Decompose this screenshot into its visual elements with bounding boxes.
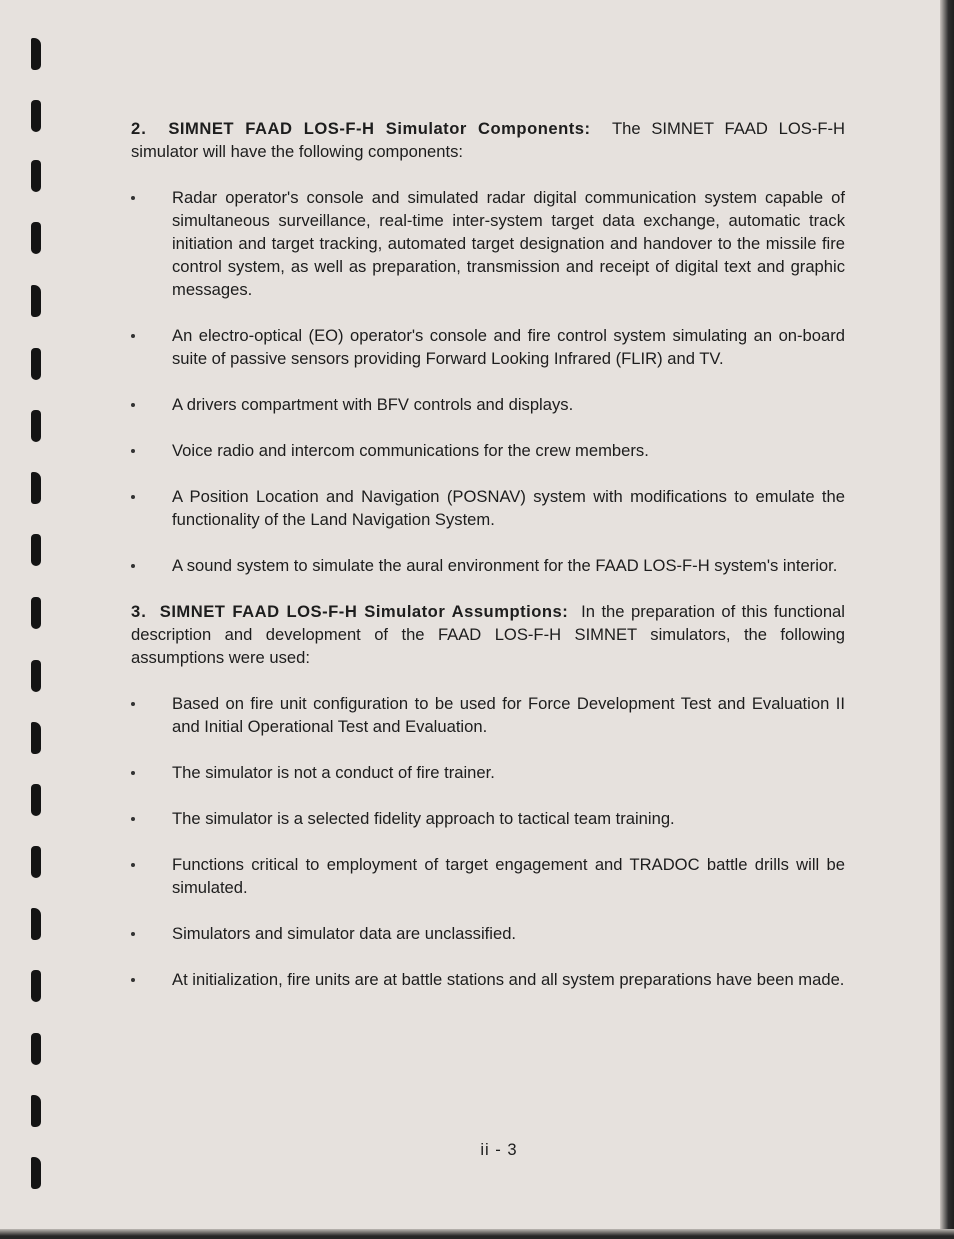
list-item [131, 761, 845, 784]
bullet-icon [131, 196, 135, 200]
section-2-component-list [131, 186, 845, 577]
binding-hole [31, 1095, 41, 1127]
bullet-icon [131, 564, 135, 568]
list-item [131, 922, 845, 945]
list-item-text: The simulator is not a conduct of fire trainer. [172, 763, 495, 782]
section-3-assumption-list [131, 692, 845, 991]
binding-hole [31, 1033, 41, 1065]
list-item [131, 324, 845, 370]
binding-hole [31, 908, 41, 940]
binding-hole [31, 846, 41, 878]
list-item-text: At initialization, fire units are at battle stations and all system preparations have been made. [172, 970, 845, 989]
list-item-text: A drivers compartment with BFV controls and displays. [172, 395, 574, 414]
scan-edge-bottom [0, 1229, 954, 1239]
binding-hole [31, 410, 41, 442]
binding-hole [31, 38, 41, 70]
bullet-icon [131, 817, 135, 821]
bullet-icon [131, 495, 135, 499]
binding-hole [31, 970, 41, 1002]
bullet-icon [131, 932, 135, 936]
bullet-icon [131, 403, 135, 407]
section-2-number: 2. [131, 119, 147, 138]
section-3-paragraph [131, 600, 845, 669]
document-body [131, 117, 845, 991]
list-item [131, 554, 845, 577]
list-item [131, 439, 845, 462]
list-item [131, 485, 845, 531]
list-item [131, 807, 845, 830]
page-number: ii - 3 [480, 1140, 518, 1159]
list-item-text: Voice radio and intercom communications for the crew members. [172, 441, 649, 460]
binding-hole [31, 534, 41, 566]
scan-edge-right [940, 0, 954, 1239]
section-2-intro: The SIMNET FAAD LOS-F-H simulator will have the following components: [131, 119, 845, 161]
list-item [131, 692, 845, 738]
binding-hole [31, 597, 41, 629]
list-item-text: Simulators and simulator data are unclassified. [172, 924, 517, 943]
binding-hole [31, 100, 41, 132]
binding-hole [31, 722, 41, 754]
section-2-heading: SIMNET FAAD LOS-F-H Simulator Components: [168, 119, 591, 138]
section-2-paragraph [131, 117, 845, 163]
bullet-icon [131, 334, 135, 338]
section-3-heading: SIMNET FAAD LOS-F-H Simulator Assumptions: [159, 602, 569, 621]
list-item-text: A Position Location and Navigation (POSNAV) system with modifications to emulate the functionality of the Land Navigation System. [172, 487, 845, 529]
binding-hole [31, 1157, 41, 1189]
bullet-icon [131, 449, 135, 453]
list-item-text: Radar operator's console and simulated radar digital communication system capable of simultaneous surveillance, real-time inter-system target data exchange, automatic track initiation and target tracking, automated target designation and handover to the missile fire control system, as well as preparation, transmission and receipt of digital text and graphic messages. [172, 188, 845, 299]
list-item-text: A sound system to simulate the aural environment for the FAAD LOS-F-H system's interior. [172, 556, 838, 575]
list-item-text: An electro-optical (EO) operator's console and fire control system simulating an on-board suite of passive sensors providing Forward Looking Infrared (FLIR) and TV. [172, 326, 845, 368]
section-3-intro: In the preparation of this functional description and development of the FAAD LOS-F-H SIMNET simulators, the following assumptions were used: [131, 602, 845, 667]
binding-hole [31, 285, 41, 317]
list-item-text: Functions critical to employment of target engagement and TRADOC battle drills will be simulated. [172, 855, 845, 897]
section-3-number: 3. [131, 602, 147, 621]
bullet-icon [131, 771, 135, 775]
list-item-text: Based on fire unit configuration to be used for Force Development Test and Evaluation II and Initial Operational Test and Evaluation. [172, 694, 845, 736]
bullet-icon [131, 978, 135, 982]
binding-hole [31, 472, 41, 504]
binding-hole [31, 660, 41, 692]
binding-hole [31, 160, 41, 192]
binding-hole [31, 222, 41, 254]
binding-hole [31, 784, 41, 816]
list-item [131, 968, 845, 991]
list-item [131, 853, 845, 899]
list-item-text: The simulator is a selected fidelity approach to tactical team training. [172, 809, 675, 828]
binding-hole [31, 348, 41, 380]
list-item [131, 393, 845, 416]
list-item [131, 186, 845, 301]
bullet-icon [131, 702, 135, 706]
bullet-icon [131, 863, 135, 867]
